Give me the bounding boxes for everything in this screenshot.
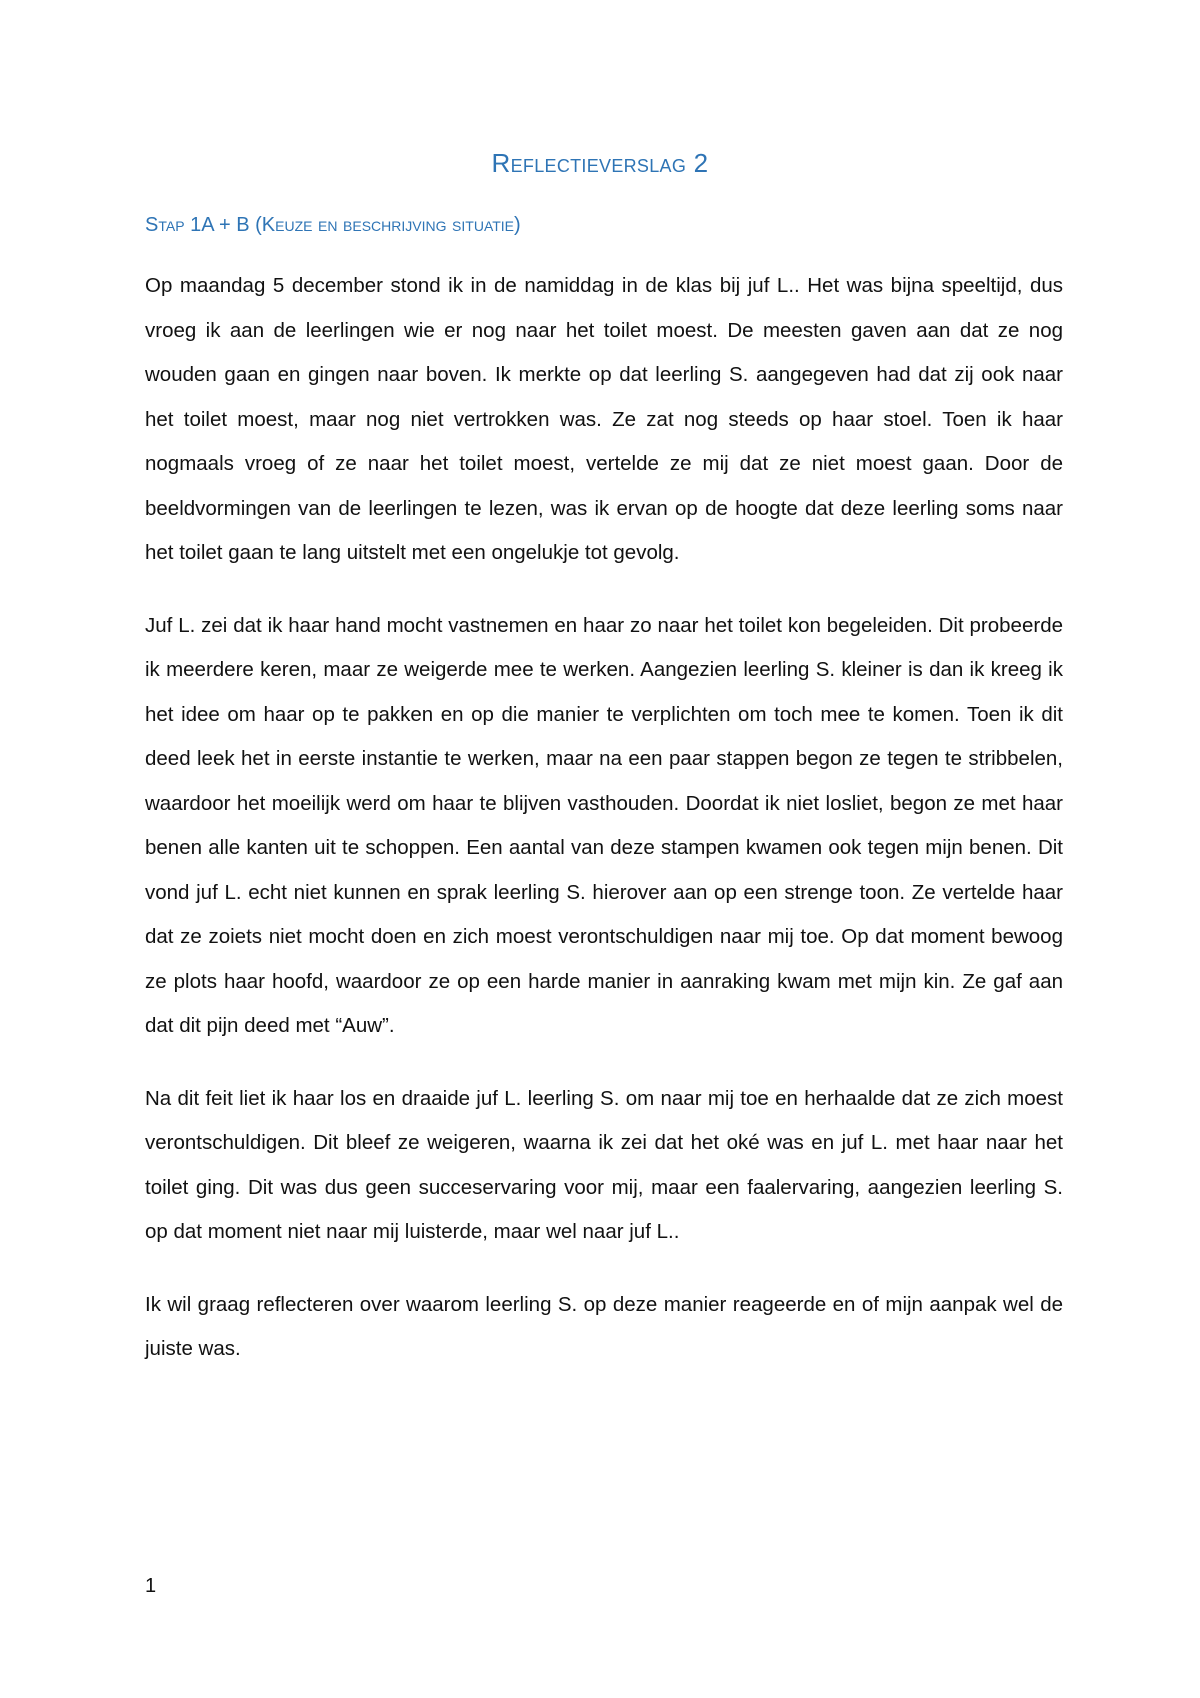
document-body xyxy=(145,264,1063,1400)
paragraph-1: Op maandag 5 december stond ik in de namiddag in de klas bij juf L.. Het was bijna speeltijd, dus vroeg ik aan de leerlingen wie er nog naar het toilet moest. De meesten gaven aan dat ze nog wouden gaan en gingen naar boven. Ik merkte op dat leerling S. aangegeven had dat zij ook naar het toilet moest, maar nog niet vertrokken was. Ze zat nog steeds op haar stoel. Toen ik haar nogmaals vroeg of ze naar het toilet moest, vertelde ze mij dat ze niet moest gaan. Door de beeldvormingen van de leerlingen te lezen, was ik ervan op de hoogte dat deze leerling soms naar het toilet gaan te lang uitstelt met een ongelukje tot gevolg. xyxy=(145,274,1063,564)
page-number: 1 xyxy=(145,1575,157,1597)
document-title: Reflectieverslag 2 xyxy=(491,148,709,178)
paragraph-4: Ik wil graag reflecteren over waarom leerling S. op deze manier reageerde en of mijn aanpak wel de juiste was. xyxy=(145,1292,1063,1360)
section-heading: Stap 1A + B (Keuze en beschrijving situatie) xyxy=(145,214,521,236)
paragraph-2: Juf L. zei dat ik haar hand mocht vastnemen en haar zo naar het toilet kon begeleiden. Dit probeerde ik meerdere keren, maar ze weigerde mee te werken. Aangezien leerling S. kleiner is dan ik kreeg ik het idee om haar op te pakken en op die manier te verplichten om toch mee te komen. Toen ik dit deed leek het in eerste instantie te werken, maar na een paar stappen begon ze tegen te stribbelen, waardoor het moeilijk werd om haar te blijven vasthouden. Doordat ik niet losliet, begon ze met haar benen alle kanten uit te schoppen. Een aantal van deze stampen kwamen ook tegen mijn benen. Dit vond juf L. echt niet kunnen en sprak leerling S. hierover aan op een strenge toon. Ze vertelde haar dat ze zoiets niet mocht doen en zich moest verontschuldigen naar mij toe. Op dat moment bewoog ze plots haar hoofd, waardoor ze op een harde manier in aanraking kwam met mijn kin. Ze gaf aan dat dit pijn deed met “Auw”. xyxy=(145,613,1063,1037)
paragraph-3: Na dit feit liet ik haar los en draaide juf L. leerling S. om naar mij toe en herhaalde dat ze zich moest verontschuldigen. Dit bleef ze weigeren, waarna ik zei dat het oké was en juf L. met haar naar het toilet ging. Dit was dus geen succeservaring voor mij, maar een faalervaring, aangezien leerling S. op dat moment niet naar mij luisterde, maar wel naar juf L.. xyxy=(145,1086,1063,1243)
